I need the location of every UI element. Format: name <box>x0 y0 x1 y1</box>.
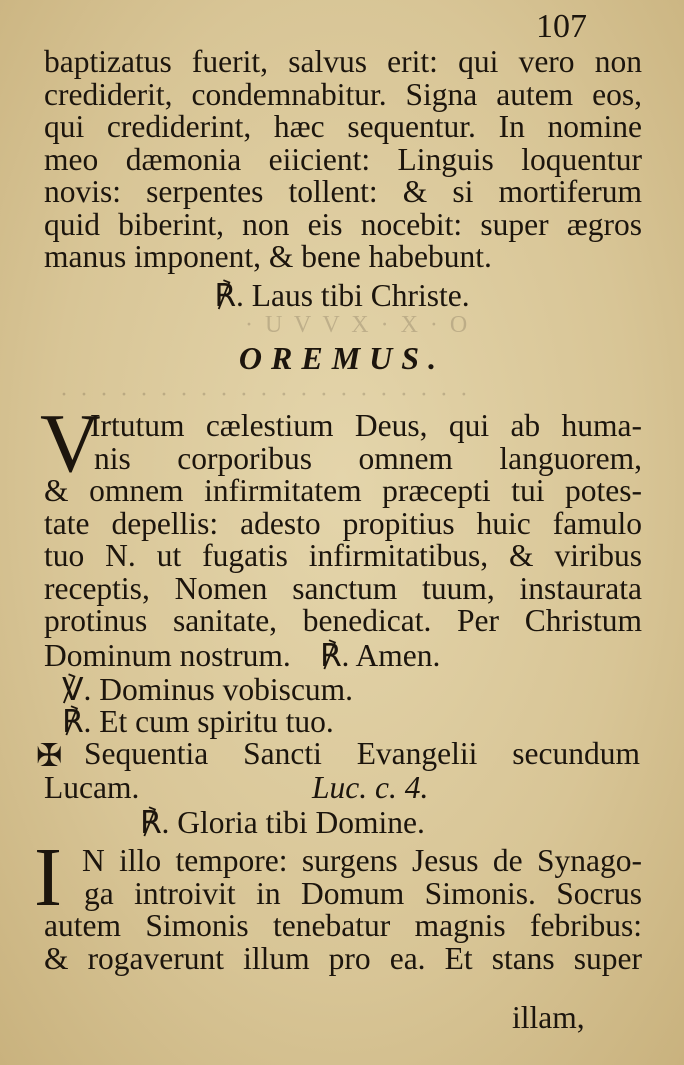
text-line: protinus sanitate, benedicat. Per Christum <box>44 603 642 638</box>
text-line: N illo tempore: surgens Jesus de Synago- <box>82 843 642 878</box>
prayer-closing: Dominum nostrum. <box>44 638 291 673</box>
sequentia-lucam: Lucam. <box>44 770 140 805</box>
bleed-through-text: · U V V X · X · O <box>245 312 471 338</box>
gospel-dropcap: I <box>34 831 62 924</box>
response-gloria-tibi: ℟. Gloria tibi Domine. <box>140 805 425 840</box>
cross-icon: ✠ <box>36 738 63 773</box>
text-line: quid biberint, non eis nocebit: super ægros <box>44 206 642 242</box>
oremus-heading: OREMUS. <box>238 340 446 376</box>
text-line: manus imponent, & bene habebunt. <box>44 239 492 274</box>
bleed-through-text: · · · · · · · · · · · · · · · · · · · · · <box>60 382 471 408</box>
gospel-first-lines <box>82 845 642 910</box>
catchword: illam, <box>512 1000 585 1035</box>
sequentia-line <box>84 738 640 771</box>
versicle-dominus-vobiscum: ℣. Dominus vobiscum. <box>62 672 354 707</box>
response-amen: ℟. Amen. <box>320 638 441 673</box>
text-line: tuo N. ut fugatis infirmitatibus, & viribus <box>44 538 642 573</box>
page-number: 107 <box>536 8 587 45</box>
response-laus-tibi: ℟. Laus tibi Christe. <box>214 278 470 313</box>
prayer-dropcap: V <box>40 397 101 490</box>
text-line: ga introivit in Domum Simonis. Socrus <box>84 875 642 911</box>
text-line: autem Simonis tenebatur magnis febribus: <box>44 908 642 943</box>
text-line: tate depellis: adesto propitius huic famulo <box>44 505 642 541</box>
text-line: crediderit, condemnabitur. Signa autem eos, <box>44 76 642 112</box>
response-et-cum-spiritu: ℟. Et cum spiritu tuo. <box>62 704 334 739</box>
text-line: meo dæmonia eiicient: Linguis loquentur <box>44 141 642 177</box>
text-line: & omnem infirmitatem præcepti tui potes- <box>44 473 642 508</box>
text-line: baptizatus fuerit, salvus erit: qui vero non <box>44 44 642 79</box>
text-line: Irtutum cælestium Deus, qui ab huma- <box>90 408 642 443</box>
text-line: Sequentia Sancti Evangelii secundum <box>84 736 640 771</box>
text-line: nis corporibus omnem languorem, <box>94 440 642 476</box>
text-line: & rogaverunt illum pro ea. Et stans super <box>44 940 642 976</box>
text-line: novis: serpentes tollent: & si mortiferum <box>44 174 642 209</box>
gospel-body <box>44 910 642 975</box>
prayer-first-lines <box>90 410 642 475</box>
text-line: receptis, Nomen sanctum tuum, instaurata <box>44 570 642 606</box>
gospel-mark-continued <box>44 46 642 274</box>
text-line: qui crediderint, hæc sequentur. In nomine <box>44 109 642 144</box>
prayer-body <box>44 475 642 638</box>
gospel-reference: Luc. c. 4. <box>312 770 429 805</box>
